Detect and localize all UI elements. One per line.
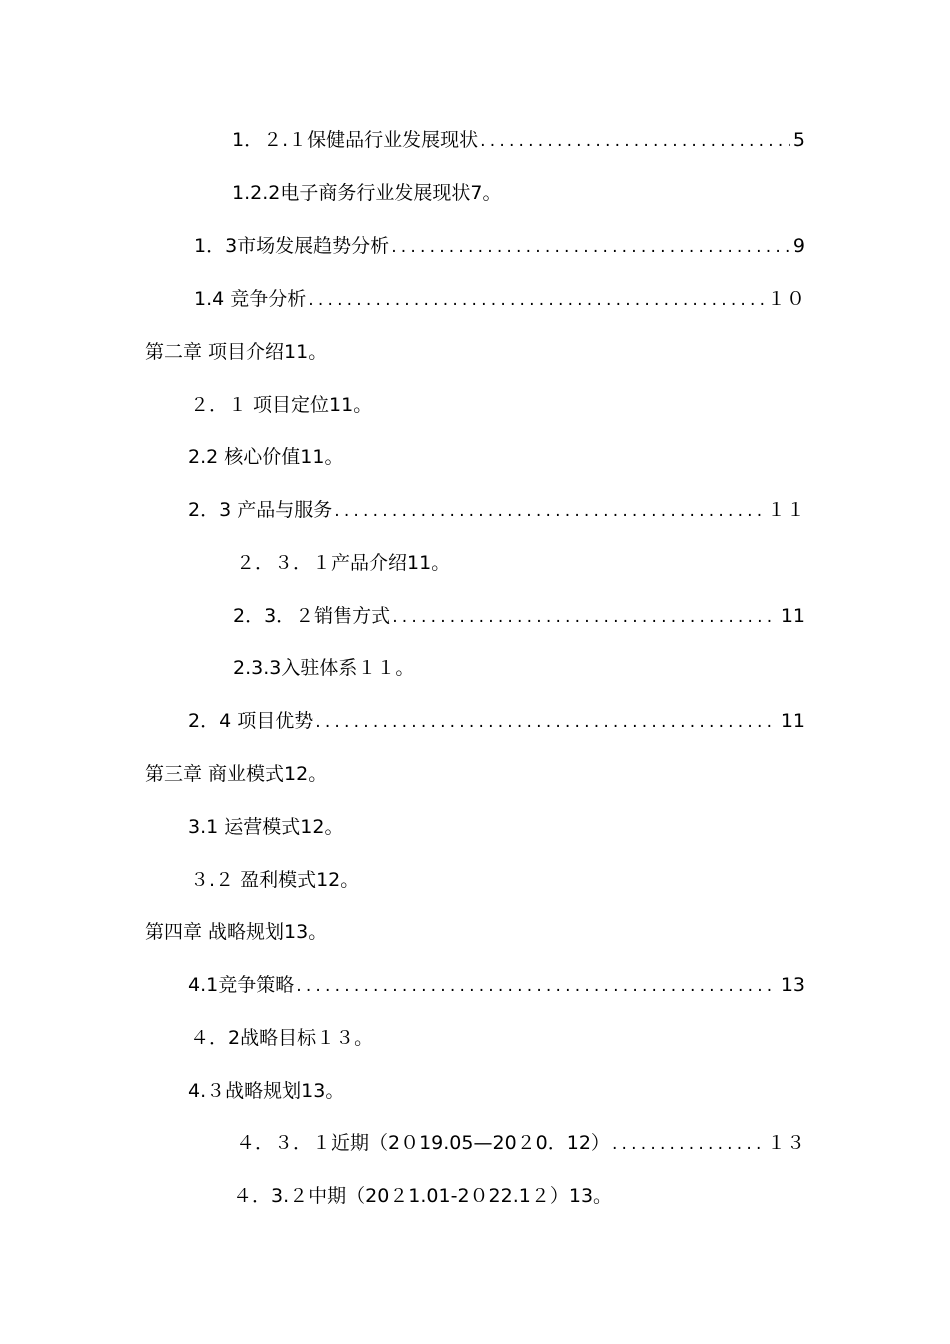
toc-entry-1-2-2[interactable] [232, 178, 501, 208]
toc-entry-4-3[interactable] [188, 1076, 344, 1106]
toc-entry-label: 1．3市场发展趋势分析 [194, 235, 390, 257]
toc-entry-2-3-1[interactable] [236, 548, 450, 578]
toc-page-number: 11 [780, 710, 805, 732]
toc-page-number: 13。 [568, 1185, 613, 1207]
toc-page-number: １１ [766, 499, 805, 521]
toc-entry-label: 第二章 项目介绍 [145, 341, 285, 363]
toc-leader-dots [480, 126, 790, 156]
toc-entry-4-2[interactable] [190, 1023, 373, 1053]
toc-entry-label: 2．4 项目优势 [188, 710, 314, 732]
toc-entry-label: ２．３．１产品介绍 [236, 552, 408, 574]
toc-entry-2-3-3[interactable] [233, 653, 414, 683]
toc-page-number: １１。 [357, 657, 415, 679]
toc-entry-label: 2．3．２销售方式 [233, 605, 391, 627]
toc-leader-dots [308, 285, 764, 315]
toc-leader-dots [296, 971, 778, 1001]
toc-entry-3-1[interactable] [188, 812, 343, 842]
toc-entry-label: 2.2 核心价值 [188, 446, 301, 468]
toc-entry-label: 1．２.１保健品行业发展现状 [232, 129, 479, 151]
toc-page-number: 11。 [300, 446, 344, 468]
toc-entry-4-3-2[interactable] [233, 1181, 612, 1211]
toc-entry-4-1[interactable] [188, 970, 805, 1000]
toc-entry-chapter-2[interactable] [145, 337, 327, 367]
toc-entry-label: ４．３．１近期（2０19.05—20２0．12） [236, 1132, 610, 1154]
toc-entry-label: ４．2战略目标 [190, 1027, 317, 1049]
toc-entry-label: ３.２ 盈利模式 [190, 869, 317, 891]
toc-entry-4-3-1[interactable] [236, 1128, 805, 1158]
toc-entry-label: 4.1竞争策略 [188, 974, 295, 996]
toc-entry-label: 第四章 战略规划 [145, 921, 285, 943]
toc-leader-dots [315, 707, 778, 737]
toc-page-number: 5 [792, 129, 805, 151]
toc-page-number: １０ [766, 288, 805, 310]
toc-page-number: 12。 [284, 763, 328, 785]
toc-entry-1-2-1[interactable] [232, 125, 805, 155]
toc-entry-1-4[interactable] [194, 284, 805, 314]
toc-entry-2-1[interactable] [190, 390, 372, 420]
toc-entry-label: 4.３战略规划 [188, 1080, 302, 1102]
toc-page-number: 13。 [301, 1080, 345, 1102]
toc-page-number: 7。 [470, 182, 502, 204]
toc-entry-2-3[interactable] [188, 495, 805, 525]
toc-page-number: 11 [780, 605, 805, 627]
toc-entry-label: ２．１ 项目定位 [190, 394, 330, 416]
toc-entry-3-2[interactable] [190, 865, 359, 895]
toc-page-number: １３。 [316, 1027, 374, 1049]
toc-entry-2-3-2[interactable] [233, 601, 805, 631]
toc-page-number: 13。 [284, 921, 328, 943]
toc-leader-dots [392, 602, 778, 632]
toc-entry-label: 2．3 产品与服务 [188, 499, 333, 521]
toc-entry-label: 1.2.2电子商务行业发展现状 [232, 182, 471, 204]
toc-entry-label: ４．3.２中期（20２1.01-2０22.1２） [233, 1185, 569, 1207]
toc-page-number: 11。 [284, 341, 328, 363]
toc-entry-label: 3.1 运营模式 [188, 816, 301, 838]
toc-leader-dots [391, 232, 790, 262]
toc-entry-1-3[interactable] [194, 231, 805, 261]
toc-entry-chapter-4[interactable] [145, 917, 327, 947]
toc-entry-2-2[interactable] [188, 442, 343, 472]
toc-page-number: 12。 [300, 816, 344, 838]
toc-page-number: 9 [792, 235, 805, 257]
toc-entry-label: 第三章 商业模式 [145, 763, 285, 785]
toc-entry-chapter-3[interactable] [145, 759, 327, 789]
toc-entry-label: 1.4 竞争分析 [194, 288, 307, 310]
toc-leader-dots [334, 496, 764, 526]
toc-page-number: １３ [766, 1132, 805, 1154]
toc-leader-dots [612, 1129, 764, 1159]
toc-page-number: 11。 [329, 394, 373, 416]
toc-page-number: 13 [780, 974, 805, 996]
toc-entry-label: 2.3.3入驻体系 [233, 657, 358, 679]
toc-page-number: 11。 [407, 552, 451, 574]
toc-entry-2-4[interactable] [188, 706, 805, 736]
toc-page-number: 12。 [316, 869, 360, 891]
